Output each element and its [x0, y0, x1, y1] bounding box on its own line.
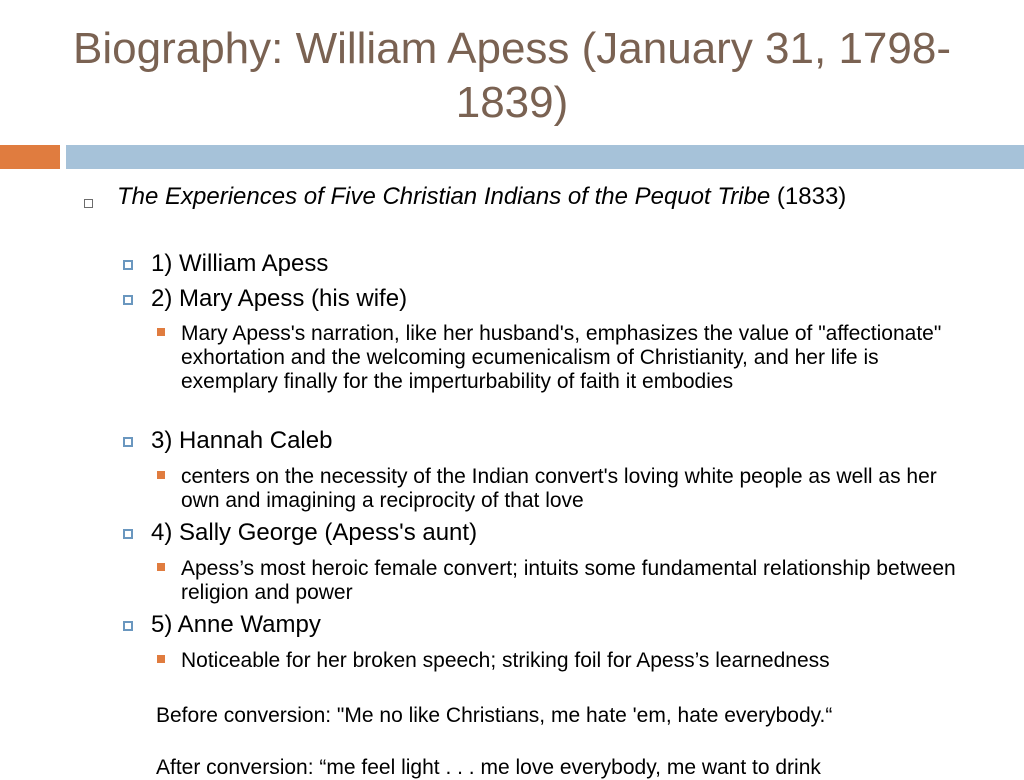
square-bullet-icon: [123, 529, 133, 539]
quote-before-conversion: Before conversion: "Me no like Christians, me hate 'em, hate everybody.“: [156, 704, 833, 727]
orange-square-bullet-icon: [157, 563, 165, 571]
accent-bar: [0, 145, 60, 169]
list-item-note: Apess’s most heroic female convert; intuits some fundamental relationship between religion and power: [181, 557, 956, 604]
hollow-square-bullet-icon: [84, 199, 93, 208]
square-bullet-icon: [123, 621, 133, 631]
header-rule: [66, 145, 1024, 169]
orange-square-bullet-icon: [157, 471, 165, 479]
list-item: 3) Hannah Caleb: [151, 427, 333, 454]
list-item-note: centers on the necessity of the Indian convert's loving white people as well as her own and imagining a reciprocity of that love: [181, 465, 937, 512]
book-year: (1833): [776, 183, 847, 210]
list-item: 1) William Apess: [151, 250, 329, 277]
list-item: 4) Sally George (Apess's aunt): [151, 519, 478, 546]
slide-title: Biography: William Apess (January 31, 1798-1839): [73, 24, 951, 127]
list-item: 5) Anne Wampy: [151, 611, 321, 638]
list-item-note: Noticeable for her broken speech; striking foil for Apess’s learnedness: [181, 649, 830, 672]
list-item-note: Mary Apess's narration, like her husband's, emphasizes the value of "affectionate" exhortation and the welcoming ecumenicalism of Christianity, and her life is exemplary finally for the imperturbability of faith it embodies: [181, 322, 942, 393]
orange-square-bullet-icon: [157, 655, 165, 663]
list-item: 2) Mary Apess (his wife): [151, 285, 408, 312]
orange-square-bullet-icon: [157, 328, 165, 336]
quote-after-conversion: After conversion: “me feel light . . . me love everybody, me want to drink: [156, 756, 821, 779]
square-bullet-icon: [123, 260, 133, 270]
square-bullet-icon: [123, 295, 133, 305]
square-bullet-icon: [123, 437, 133, 447]
book-title: The Experiences of Five Christian Indians of the Pequot Tribe: [117, 183, 771, 210]
book-title-item: [117, 182, 997, 212]
